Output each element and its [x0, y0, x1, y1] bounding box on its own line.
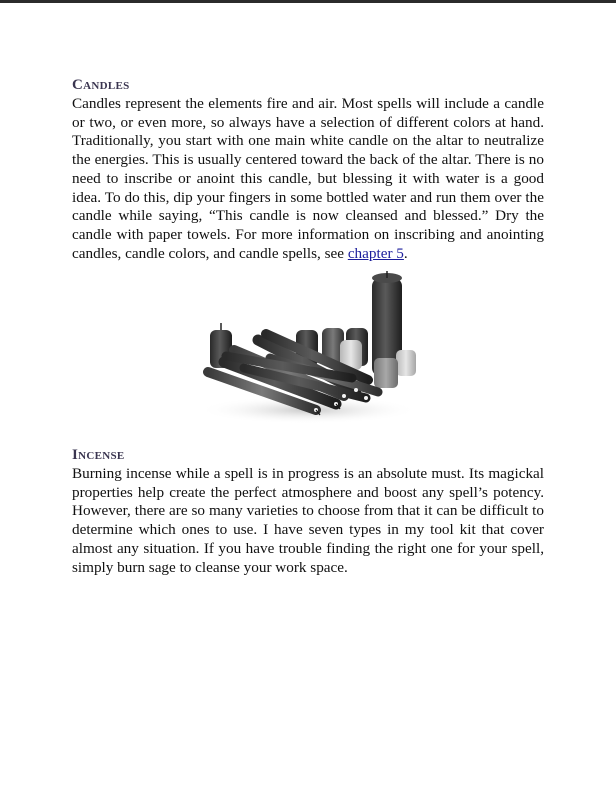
candles-text-end: .	[403, 244, 408, 262]
section-heading-incense: Incense	[72, 447, 125, 463]
section-heading-candles: Candles	[72, 77, 130, 93]
incense-paragraph: Burning incense while a spell is in progress is an absolute must. Its magickal properties help create the perfect atmosphere and boost any spell’s potency. However, there are so many varieties to choose from that it can be difficult to determine which ones to use. I have seven types in my tool kit that cover almost any situation. If you have trouble finding the right one for your spell, simply burn sage to cleanse your work space.	[72, 465, 544, 576]
top-rule	[0, 0, 616, 3]
candles-paragraph	[72, 95, 544, 263]
chapter-5-link[interactable]: chapter 5	[347, 244, 404, 262]
candles-photo	[196, 268, 420, 426]
candles-text: Candles represent the elements fire and air. Most spells will include a candle or two, or even more, so always have a selection of different colors at hand. Traditionally, you start with one main white candle on the altar to neutralize the energies. This is usually centered toward the back of the altar. There is no need to inscribe or anoint this candle, but blessing it with water is a good idea. To do this, dip your fingers in some bottled water and run them over the candle while saying, “This candle is now cleansed and blessed.” Dry the candle with paper towels. For more information on inscribing and anointing candles, candle colors, and candle spells, see	[72, 95, 544, 262]
